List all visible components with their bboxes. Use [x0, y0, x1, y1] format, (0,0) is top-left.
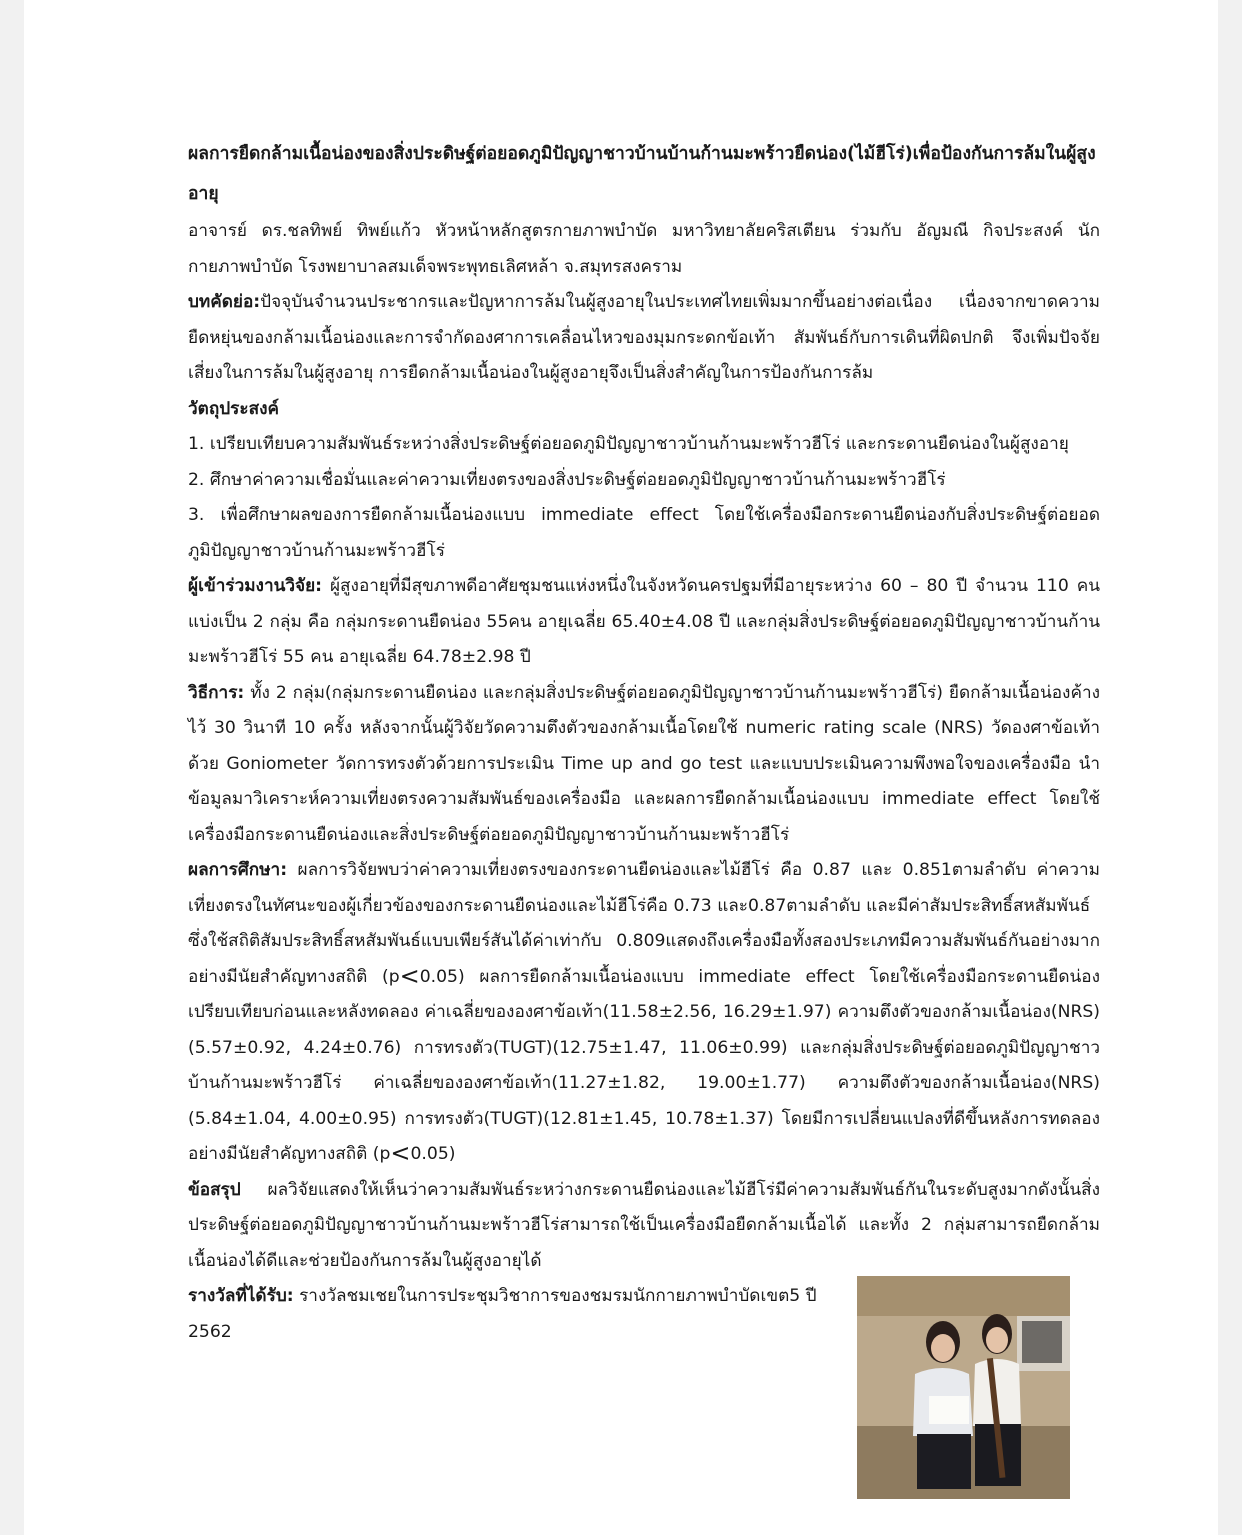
results-paragraph	[188, 853, 1100, 924]
award-photo	[857, 1276, 1070, 1499]
results-text: 0.05)	[410, 1144, 456, 1164]
participants-paragraph	[188, 569, 1100, 676]
less-than-symbol: <	[390, 1139, 411, 1167]
results-label: ผลการศึกษา:	[188, 860, 288, 880]
objective-item: 2. ศึกษาค่าความเชื่อมั่นและค่าความเที่ยงตรงของสิ่งประดิษฐ์ต่อยอดภูมิปัญญาชาวบ้านก้านมะพร้าวฮีโร่	[188, 469, 946, 490]
document-body	[188, 134, 1100, 1350]
methods-text: ทั้ง 2 กลุ่ม(กลุ่มกระดานยืดน่อง และกลุ่มสิ่งประดิษฐ์ต่อยอดภูมิปัญญาชาวบ้านก้านมะพร้าวฮีโร่) ยืดกล้ามเนื้อน่องค้างไว้ 30 วินาที 10 ครั้ง หลังจากนั้นผู้วิจัยวัดความตึงตัวของกล้ามเนื้อโดยใช้ numeric rating scale (NRS) วัดองศาข้อเท้าด้วย Goniometer วัดการทรงตัวด้วยการประเมิน Time up and go test และแบบประเมินความพึงพอใจของเครื่องมือ นำข้อมูลมาวิเคราะห์ความเที่ยงตรงความสัมพันธ์ของเครื่องมือ และผลการยืดกล้ามเนื้อน่องแบบ immediate effect โดยใช้เครื่องมือกระดานยืดน่องและสิ่งประดิษฐ์ต่อยอดภูมิปัญญาชาวบ้านก้านมะพร้าวฮีโร่	[188, 682, 1100, 845]
authors-line: อาจารย์ ดร.ชลทิพย์ ทิพย์แก้ว หัวหน้าหลักสูตรกายภาพบำบัด มหาวิทยาลัยคริสเตียน ร่วมกับ อัญมณี กิจประสงค์ นักกายภาพบำบัด โรงพยาบาลสมเด็จพระพุทธเลิศหล้า จ.สมุทรสงคราม	[188, 221, 1100, 277]
document-title: ผลการยืดกล้ามเนื้อน่องของสิ่งประดิษฐ์ต่อยอดภูมิปัญญาชาวบ้านบ้านก้านมะพร้าวยืดน่อง(ไม้ฮีโร่)เพื่อป้องกันการล้มในผู้สูงอายุ	[188, 144, 1096, 204]
award-line	[188, 1279, 838, 1350]
methods-label: วิธีการ:	[188, 682, 245, 703]
conclusion-label: ข้อสรุป	[188, 1179, 241, 1200]
results-text: 0.05) ผลการยืดกล้ามเนื้อน่องแบบ immediate effect โดยใช้เครื่องมือกระดานยืดน่องเปรียบเทียบก่อนและหลังทดลอง ค่าเฉลี่ยขององศาข้อเท้า(11.58±2.56, 16.29±1.97) ความตึงตัวของกล้ามเนื้อน่อง(NRS)(5.57±0.92, 4.24±0.76) การทรงตัว(TUGT)(12.75±1.47, 11.06±0.99) และกลุ่มสิ่งประดิษฐ์ต่อยอดภูมิปัญญาชาวบ้านก้านมะพร้าวฮีโร่ ค่าเฉลี่ยขององศาข้อเท้า(11.27±1.82, 19.00±1.77) ความตึงตัวของกล้ามเนื้อน่อง(NRS)(5.84±1.04, 4.00±0.95) การทรงตัว(TUGT)(12.81±1.45, 10.78±1.37) โดยมีการเปลี่ยนแปลงที่ดีขึ้นหลังการทดลองอย่างมีนัยสำคัญทางสถิติ (p	[188, 966, 1100, 1164]
award-photo-image	[857, 1276, 1070, 1499]
abstract-paragraph	[188, 285, 1100, 392]
document-page	[24, 0, 1218, 1535]
participants-label: ผู้เข้าร่วมงานวิจัย:	[188, 576, 323, 596]
participants-text: ผู้สูงอายุที่มีสุขภาพดีอาศัยชุมชนแห่งหนึ่งในจังหวัดนครปฐมที่มีอายุระหว่าง 60 – 80 ปี จำนวน 110 คน แบ่งเป็น 2 กลุ่ม คือ กลุ่มกระดานยืดน่อง 55คน อายุเฉลี่ย 65.40±4.08 ปี และกลุ่มสิ่งประดิษฐ์ต่อยอดภูมิปัญญาชาวบ้านก้านมะพร้าวฮีโร่ 55 คน อายุเฉลี่ย 64.78±2.98 ปี	[188, 576, 1100, 667]
award-label: รางวัลที่ได้รับ:	[188, 1286, 294, 1306]
conclusion-paragraph	[188, 1173, 1100, 1280]
award-text: รางวัลชมเชยในการประชุมวิชาการของชมรมนักกายภาพบำบัดเขต5 ปี 2562	[188, 1286, 817, 1342]
results-paragraph-continued	[188, 924, 1100, 1173]
less-than-symbol: <	[399, 961, 420, 990]
results-text: ผลการวิจัยพบว่าค่าความเที่ยงตรงของกระดานยืดน่องและไม้ฮีโร่ คือ 0.87 และ 0.851ตามลำดับ ค่าความเที่ยงตรงในทัศนะของผู้เกี่ยวข้องของกระดานยืดน่องและไม้ฮีโร่คือ 0.73 และ0.87ตามลำดับ และมีค่าสัมประสิทธิ์สหสัมพันธ์	[188, 860, 1100, 916]
methods-paragraph	[188, 676, 1100, 854]
abstract-text: ปัจจุบันจำนวนประชากรและปัญหาการล้มในผู้สูงอายุในประเทศไทยเพิ่มมากขึ้นอย่างต่อเนื่อง เนื่องจากขาดความยืดหยุ่นของกล้ามเนื้อน่องและการจำกัดองศาการเคลื่อนไหวของมุมกระดกข้อเท้า สัมพันธ์กับการเดินที่ผิดปกติ จึงเพิ่มปัจจัยเสี่ยงในการล้มในผู้สูงอายุ การยืดกล้ามเนื้อน่องในผู้สูงอายุจึงเป็นสิ่งสำคัญในการป้องกันการล้ม	[188, 292, 1100, 383]
objective-item: 1. เปรียบเทียบความสัมพันธ์ระหว่างสิ่งประดิษฐ์ต่อยอดภูมิปัญญาชาวบ้านก้านมะพร้าวฮีโร่ และกระดานยืดน่องในผู้สูงอายุ	[188, 434, 1069, 454]
objectives-heading	[188, 392, 1100, 428]
abstract-label: บทคัดย่อ:	[188, 292, 261, 312]
results-text: ซึ่งใช้สถิติสัมประสิทธิ์สหสัมพันธ์แบบเพียร์สันได้ค่าเท่ากับ 0.809แสดงถึงเครื่องมือทั้งสองประเภทมีความสัมพันธ์กันอย่างมากอย่างมีนัยสำคัญทางสถิติ (p	[188, 931, 1100, 987]
objective-item: 3. เพื่อศึกษาผลของการยืดกล้ามเนื้อน่องแบบ immediate effect โดยใช้เครื่องมือกระดานยืดน่องกับสิ่งประดิษฐ์ต่อยอดภูมิปัญญาชาวบ้านก้านมะพร้าวฮีโร่	[188, 505, 1100, 561]
conclusion-text: ผลวิจัยแสดงให้เห็นว่าความสัมพันธ์ระหว่างกระดานยืดน่องและไม้ฮีโร่มีค่าความสัมพันธ์กันในระดับสูงมากดังนั้นสิ่งประดิษฐ์ต่อยอดภูมิปัญญาชาวบ้านก้านมะพร้าวฮีโร่สามารถใช้เป็นเครื่องมือยืดกล้ามเนื้อได้ และทั้ง 2 กลุ่มสามารถยืดกล้ามเนื้อน่องได้ดีและช่วยป้องกันการล้มในผู้สูงอายุได้	[188, 1179, 1100, 1271]
objectives-heading-text: วัตถุประสงค์	[188, 398, 279, 419]
